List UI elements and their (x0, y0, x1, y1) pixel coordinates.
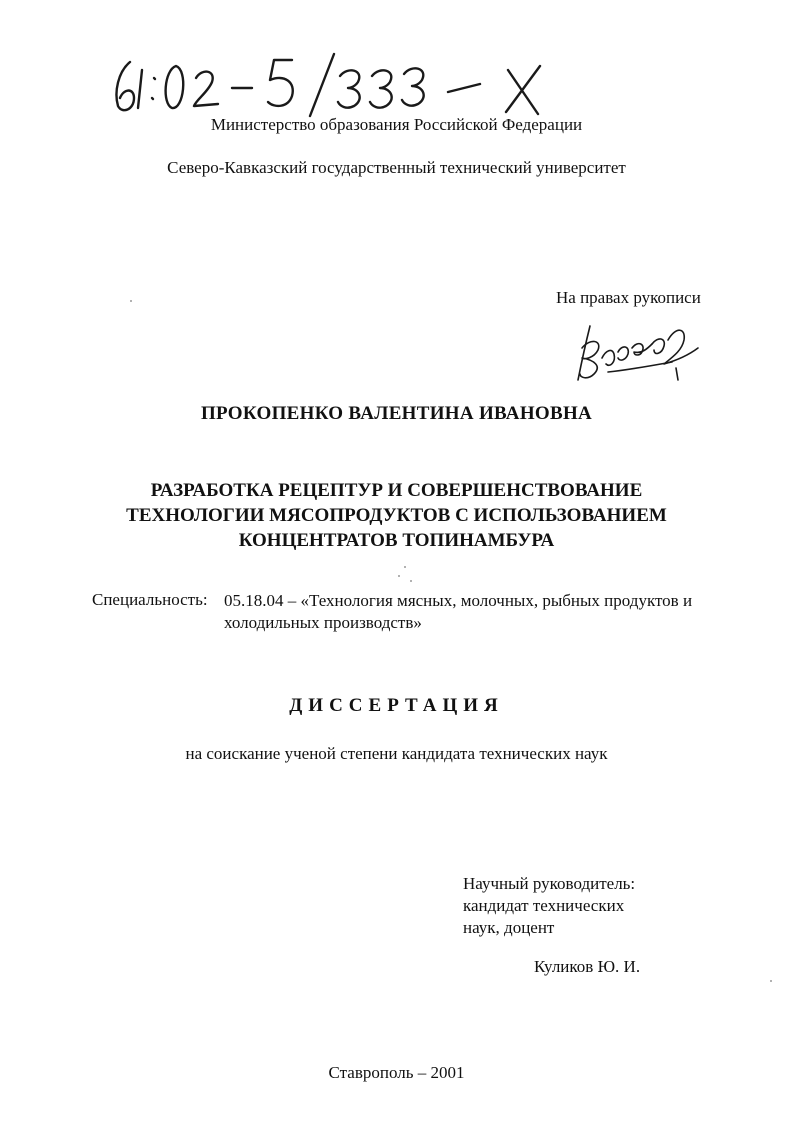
title-line: КОНЦЕНТРАТОВ ТОПИНАМБУРА (238, 530, 555, 551)
title-line: РАЗРАБОТКА РЕЦЕПТУР И СОВЕРШЕНСТВОВАНИЕ (150, 480, 643, 501)
signature-icon (568, 318, 708, 388)
supervisor-line: кандидат технических (463, 896, 625, 915)
ministry-name: Министерство образования Российской Федерации (210, 115, 583, 134)
specialty-line: холодильных производств» (224, 613, 422, 632)
city-year: Ставрополь – 2001 (328, 1063, 465, 1082)
supervisor-line: наук, доцент (463, 918, 555, 937)
degree-statement: на соискание ученой степени кандидата технических наук (185, 744, 608, 763)
supervisor-info (463, 873, 635, 939)
title-line: ТЕХНОЛОГИИ МЯСОПРОДУКТОВ С ИСПОЛЬЗОВАНИЕМ (126, 505, 667, 526)
specialty-label: Специальность: (92, 590, 208, 609)
handwritten-archive-code (108, 48, 558, 118)
document-type: ДИССЕРТАЦИЯ (289, 695, 504, 716)
scan-speck (410, 580, 412, 582)
university-name: Северо-Кавказский государственный технический университет (167, 158, 626, 177)
author-name: ПРОКОПЕНКО ВАЛЕНТИНА ИВАНОВНА (200, 403, 593, 424)
scan-speck (398, 575, 400, 577)
scan-speck (130, 300, 132, 302)
supervisor-name: Куликов Ю. И. (534, 957, 641, 976)
dissertation-title (0, 478, 793, 553)
specialty-value (224, 590, 692, 634)
specialty-line: 05.18.04 – «Технология мясных, молочных, рыбных продуктов и (224, 591, 693, 610)
supervisor-line: Научный руководитель: (463, 874, 636, 893)
manuscript-rights-note: На правах рукописи (556, 288, 701, 307)
scan-speck (770, 980, 772, 982)
scan-speck (404, 566, 406, 568)
